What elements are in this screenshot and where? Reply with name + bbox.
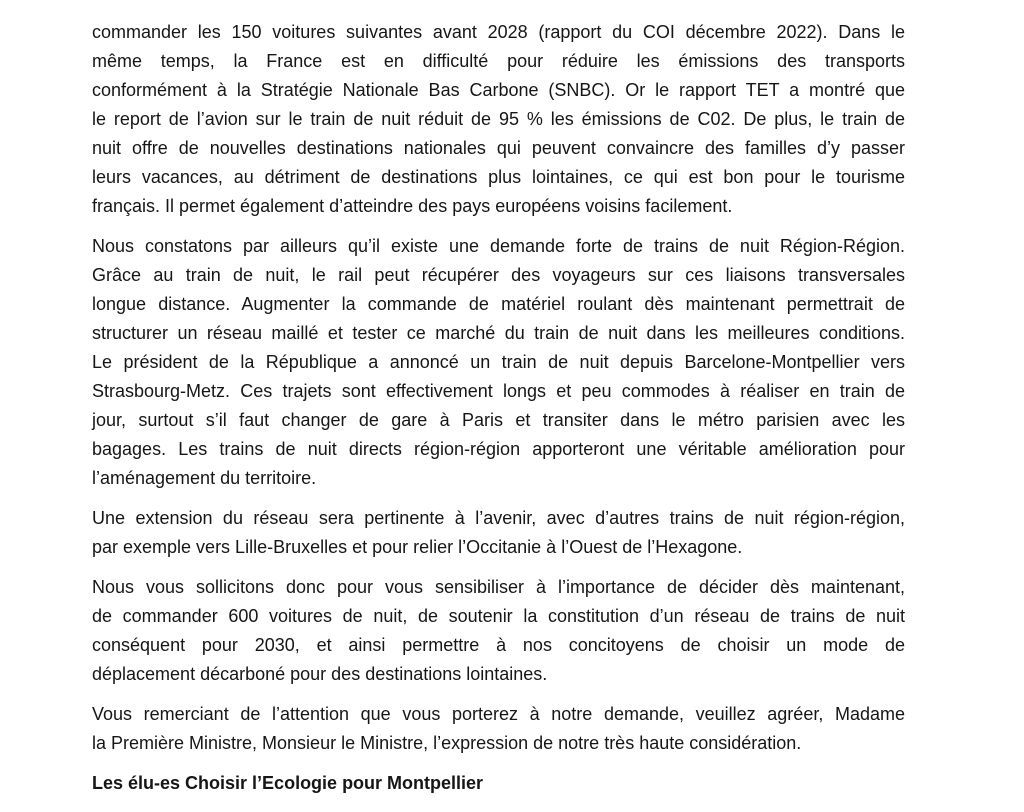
text-line: la Première Ministre, Monsieur le Ministre, l’expression de notre très haute considération. xyxy=(92,733,802,753)
text-line: l’aménagement du territoire. xyxy=(92,468,317,488)
text-line: même temps, la France est en difficulté pour réduire les émissions des transports xyxy=(92,51,905,71)
text-line: Grâce au train de nuit, le rail peut récupérer des voyageurs sur ces liaisons transversales xyxy=(92,265,905,285)
text-line: conformément à la Stratégie Nationale Bas Carbone (SNBC). Or le rapport TET a montré que xyxy=(92,80,905,100)
text-line: Une extension du réseau sera pertinente à l’avenir, avec d’autres trains de nuit région-région, xyxy=(92,508,905,528)
text-line: Strasbourg-Metz. Ces trajets sont effectivement longs et peu commodes à réaliser en train de xyxy=(92,381,905,401)
text-line: leurs vacances, au détriment de destinations plus lointaines, ce qui est bon pour le tourisme xyxy=(92,167,905,187)
paragraph-1 xyxy=(92,18,905,221)
signature-line: Les élu-es Choisir l’Ecologie pour Montpellier xyxy=(92,773,484,793)
paragraph-4 xyxy=(92,573,905,689)
text-line: bagages. Les trains de nuit directs région-région apporteront une véritable amélioration pour xyxy=(92,439,905,459)
text-line: déplacement décarboné pour des destinations lointaines. xyxy=(92,664,548,684)
text-line: Vous remerciant de l’attention que vous porterez à notre demande, veuillez agréer, Madame xyxy=(92,704,905,724)
text-line: jour, surtout s’il faut changer de gare à Paris et transiter dans le métro parisien avec les xyxy=(92,410,905,430)
document-page xyxy=(92,18,905,798)
paragraph-3 xyxy=(92,504,905,562)
text-line: commander les 150 voitures suivantes avant 2028 (rapport du COI décembre 2022). Dans le xyxy=(92,22,905,42)
text-line: Nous constatons par ailleurs qu’il existe une demande forte de trains de nuit Région-Région. xyxy=(92,236,905,256)
text-line: français. Il permet également d’atteindre des pays européens voisins facilement. xyxy=(92,196,733,216)
text-line: nuit offre de nouvelles destinations nationales qui peuvent convaincre des familles d’y passer xyxy=(92,138,905,158)
text-line: Nous vous sollicitons donc pour vous sensibiliser à l’importance de décider dès maintenant, xyxy=(92,577,905,597)
text-line: Le président de la République a annoncé un train de nuit depuis Barcelone-Montpellier vers xyxy=(92,352,905,372)
paragraph-2 xyxy=(92,232,905,493)
text-line: conséquent pour 2030, et ainsi permettre à nos concitoyens de choisir un mode de xyxy=(92,635,905,655)
text-line: par exemple vers Lille-Bruxelles et pour relier l’Occitanie à l’Ouest de l’Hexagone. xyxy=(92,537,743,557)
text-line: de commander 600 voitures de nuit, de soutenir la constitution d’un réseau de trains de nuit xyxy=(92,606,905,626)
text-line: le report de l’avion sur le train de nuit réduit de 95 % les émissions de C02. De plus, le train de xyxy=(92,109,905,129)
text-line: longue distance. Augmenter la commande de matériel roulant dès maintenant permettrait de xyxy=(92,294,905,314)
text-line: structurer un réseau maillé et tester ce marché du train de nuit dans les meilleures conditions. xyxy=(92,323,905,343)
paragraph-5 xyxy=(92,700,905,758)
